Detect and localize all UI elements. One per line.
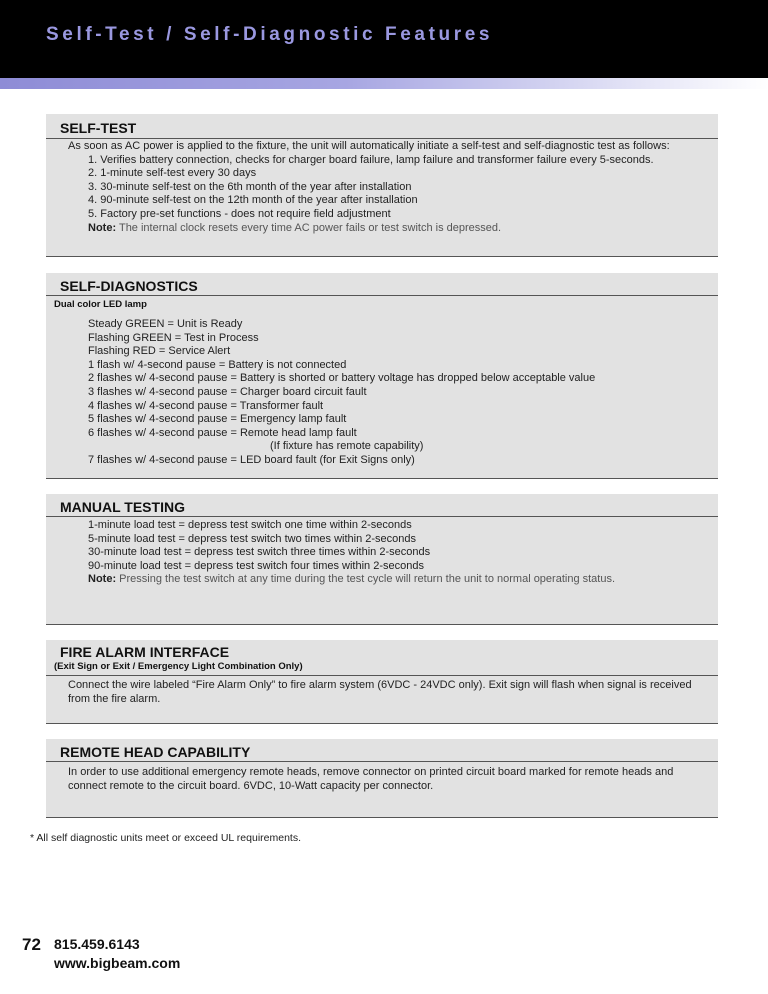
section-fire-alarm-interface: [46, 640, 718, 724]
list-item: Steady GREEN = Unit is Ready: [88, 318, 243, 330]
page-title: Self-Test / Self-Diagnostic Features: [46, 24, 494, 45]
note-text: The internal clock resets every time AC power fails or test switch is depressed.: [118, 221, 502, 234]
list-item: 6 flashes w/ 4-second pause = Remote head lamp fault: [88, 426, 357, 439]
list-item: Flashing RED = Service Alert: [88, 345, 231, 358]
section-title: FIRE ALARM INTERFACE: [60, 644, 230, 660]
section-body: [88, 318, 710, 468]
list-item: 1. Verifies battery connection, checks for charger board failure, lamp failure and transformer failure every 5-seconds.: [88, 153, 654, 166]
list-item: (If fixture has remote capability): [270, 440, 424, 453]
header-gradient-bar: [0, 78, 768, 89]
list-item: 2. 1-minute self-test every 30 days: [88, 167, 257, 180]
note-label: Note:: [88, 573, 117, 586]
list-item: 3 flashes w/ 4-second pause = Charger board circuit fault: [88, 385, 367, 398]
section-self-test: [46, 114, 718, 257]
section-divider: [46, 516, 718, 517]
section-body: [88, 519, 710, 587]
section-remote-head-capability: [46, 739, 718, 818]
section-manual-testing: [46, 494, 718, 625]
list-item: 2 flashes w/ 4-second pause = Battery is shorted or battery voltage has dropped below acceptable value: [88, 372, 596, 385]
section-title: REMOTE HEAD CAPABILITY: [60, 744, 251, 760]
list-item: 1-minute load test = depress test switch one time within 2-seconds: [88, 519, 412, 531]
list-item: 5-minute load test = depress test switch two times within 2-seconds: [88, 532, 417, 545]
intro-text: As soon as AC power is applied to the fixture, the unit will automatically initiate a self-test and self-diagnostic test as follows:: [68, 140, 670, 152]
list-item: 7 flashes w/ 4-second pause = LED board fault (for Exit Signs only): [88, 453, 415, 466]
section-divider: [46, 675, 718, 676]
list-item: 5 flashes w/ 4-second pause = Emergency lamp fault: [88, 413, 347, 426]
list-item: 90-minute load test = depress test switch four times within 2-seconds: [88, 559, 424, 572]
footnote: * All self diagnostic units meet or exceed UL requirements.: [30, 832, 301, 844]
section-body: [68, 140, 710, 235]
page-header: [0, 0, 768, 78]
list-item: 4 flashes w/ 4-second pause = Transformer fault: [88, 399, 324, 412]
list-item: Flashing GREEN = Test in Process: [88, 331, 259, 344]
section-body: Connect the wire labeled “Fire Alarm Only” to fire alarm system (6VDC - 24VDC only). Exit sign will flash when signal is received from the fire alarm.: [68, 679, 692, 705]
list-item: 1 flash w/ 4-second pause = Battery is not connected: [88, 358, 347, 371]
section-divider: [46, 761, 718, 762]
note: [68, 222, 710, 236]
list-item: 30-minute load test = depress test switch three times within 2-seconds: [88, 546, 431, 559]
list-item: 5. Factory pre-set functions - does not require field adjustment: [88, 207, 391, 220]
note-text: Pressing the test switch at any time during the test cycle will return the unit to normal operating status.: [119, 573, 616, 586]
section-divider: [46, 295, 718, 296]
section-subtitle: Dual color LED lamp: [54, 299, 147, 310]
phone-number: 815.459.6143: [54, 936, 140, 952]
list-item: 4. 90-minute self-test on the 12th month of the year after installation: [88, 194, 418, 207]
list-item: 3. 30-minute self-test on the 6th month of the year after installation: [88, 180, 412, 193]
section-body: In order to use additional emergency remote heads, remove connector on printed circuit board marked for remote heads and connect remote to the circuit board. 6VDC, 10-Watt capacity per connector.: [68, 766, 674, 792]
section-divider: [46, 138, 718, 139]
section-title: SELF-DIAGNOSTICS: [60, 278, 198, 294]
note-label: Note:: [88, 221, 117, 234]
page-number: 72: [22, 935, 41, 954]
website-link[interactable]: www.bigbeam.com: [54, 955, 181, 971]
section-title: MANUAL TESTING: [60, 499, 185, 515]
section-self-diagnostics: [46, 273, 718, 479]
note: [88, 573, 710, 587]
section-title: SELF-TEST: [60, 120, 137, 136]
section-subtitle: (Exit Sign or Exit / Emergency Light Combination Only): [54, 661, 303, 672]
